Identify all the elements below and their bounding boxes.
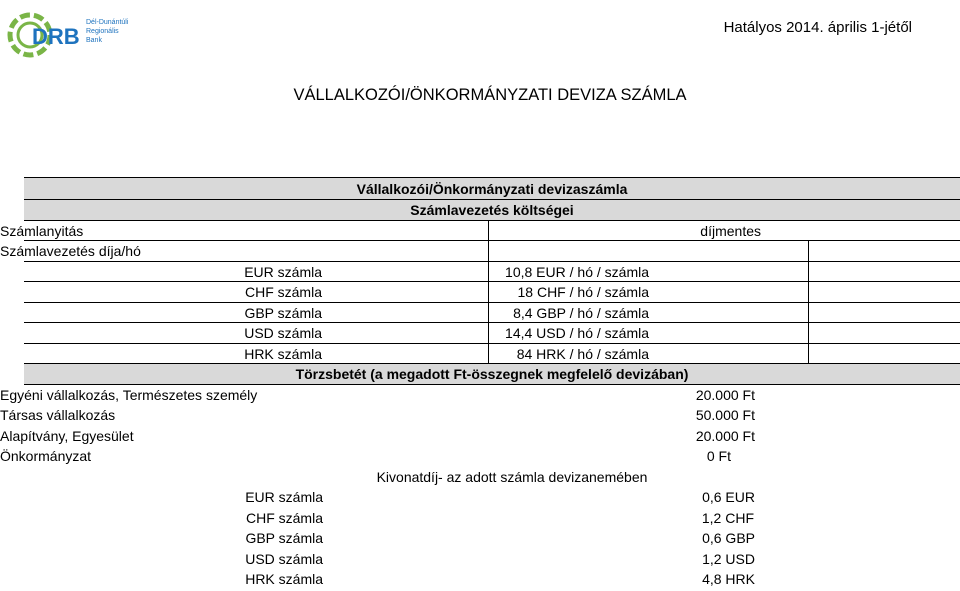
maintenance-row-value: 18 CHF / hó / számla — [489, 282, 809, 302]
statement-row-value: 1,2 USD — [702, 550, 755, 567]
logo-tagline-1: Dél-Dunántúli — [86, 19, 129, 26]
maintenance-row-label: GBP számla — [24, 303, 489, 323]
maintenance-row-label: CHF számla — [24, 282, 489, 302]
drb-logo-mark — [2, 2, 152, 68]
deposit-row-value: 0 Ft — [706, 448, 731, 464]
logo-letters: DRB — [32, 24, 80, 49]
maintenance-row-label: USD számla — [24, 323, 489, 343]
deposit-row-label: Társas vállalkozás — [0, 407, 116, 423]
statement-row-value: 0,6 EUR — [702, 489, 755, 505]
deposit-row — [0, 405, 960, 426]
statement-row-label: HRK számla — [245, 571, 323, 587]
page-title: VÁLLALKOZÓI/ÖNKORMÁNYZATI DEVIZA SZÁMLA — [293, 86, 687, 104]
deposit-header-text: Törzsbetét (a megadott Ft-összegnek megfelelő devizában) — [295, 366, 689, 382]
deposit-row-value: 20.000 Ft — [695, 386, 755, 403]
maintenance-row-value: 8,4 GBP / hó / számla — [489, 303, 809, 323]
statement-header — [24, 467, 960, 488]
logo-tagline-2: Regionális — [86, 28, 119, 35]
table-header-costs — [24, 200, 960, 221]
maintenance-row-label: HRK számla — [24, 344, 489, 364]
maintenance-row — [24, 262, 960, 283]
table-header-costs-text: Számlavezetés költségei — [410, 202, 574, 218]
statement-row — [24, 549, 960, 570]
maintenance-empty-cell — [489, 241, 809, 261]
deposit-row-label: Önkormányzat — [0, 448, 92, 464]
maintenance-row-label: EUR számla — [24, 262, 489, 282]
statement-row — [24, 508, 960, 529]
maintenance-label-row — [0, 241, 960, 262]
deposit-row-value: 20.000 Ft — [695, 427, 755, 444]
statement-row-value: 1,2 CHF — [701, 509, 754, 526]
maintenance-row-value: 10,8 EUR / hó / számla — [489, 262, 809, 282]
deposit-row-value: 50.000 Ft — [695, 407, 755, 423]
maintenance-label: Számlavezetés díja/hó — [0, 241, 489, 261]
deposit-row — [0, 446, 960, 467]
statement-row — [24, 487, 960, 508]
statement-row-label: EUR számla — [245, 489, 323, 505]
statement-row — [24, 569, 960, 590]
deposit-row — [0, 385, 960, 406]
maintenance-row — [24, 282, 960, 303]
maintenance-row — [24, 303, 960, 324]
deposit-header — [24, 364, 960, 385]
table-header-account-text: Vállalkozói/Önkormányzati devizaszámla — [356, 181, 628, 197]
table-header-account — [24, 177, 960, 200]
statement-row-label: USD számla — [245, 550, 323, 567]
maintenance-row-value: 84 HRK / hó / számla — [489, 344, 809, 364]
maintenance-row — [24, 323, 960, 344]
fee-table — [0, 177, 960, 590]
opening-row — [0, 221, 960, 242]
deposit-row-label: Alapítvány, Egyesület — [0, 427, 134, 444]
drb-logo — [2, 2, 152, 68]
effective-date: Hatályos 2014. április 1-jétől — [723, 19, 912, 36]
statement-row-value: 0,6 GBP — [702, 530, 755, 546]
maintenance-row — [24, 344, 960, 365]
deposit-row-label: Egyéni vállalkozás, Természetes személy — [0, 386, 258, 403]
statement-header-text: Kivonatdíj- az adott számla devizanemében — [376, 468, 648, 485]
opening-label: Számlanyitás — [0, 221, 489, 241]
maintenance-row-value: 14,4 USD / hó / számla — [489, 323, 809, 343]
statement-row-label: CHF számla — [245, 509, 323, 526]
statement-row-label: GBP számla — [245, 530, 323, 546]
logo-tagline-3: Bank — [86, 37, 102, 44]
deposit-row — [0, 426, 960, 447]
statement-row-value: 4,8 HRK — [702, 571, 755, 587]
statement-row — [24, 528, 960, 549]
opening-value: díjmentes — [700, 222, 761, 239]
